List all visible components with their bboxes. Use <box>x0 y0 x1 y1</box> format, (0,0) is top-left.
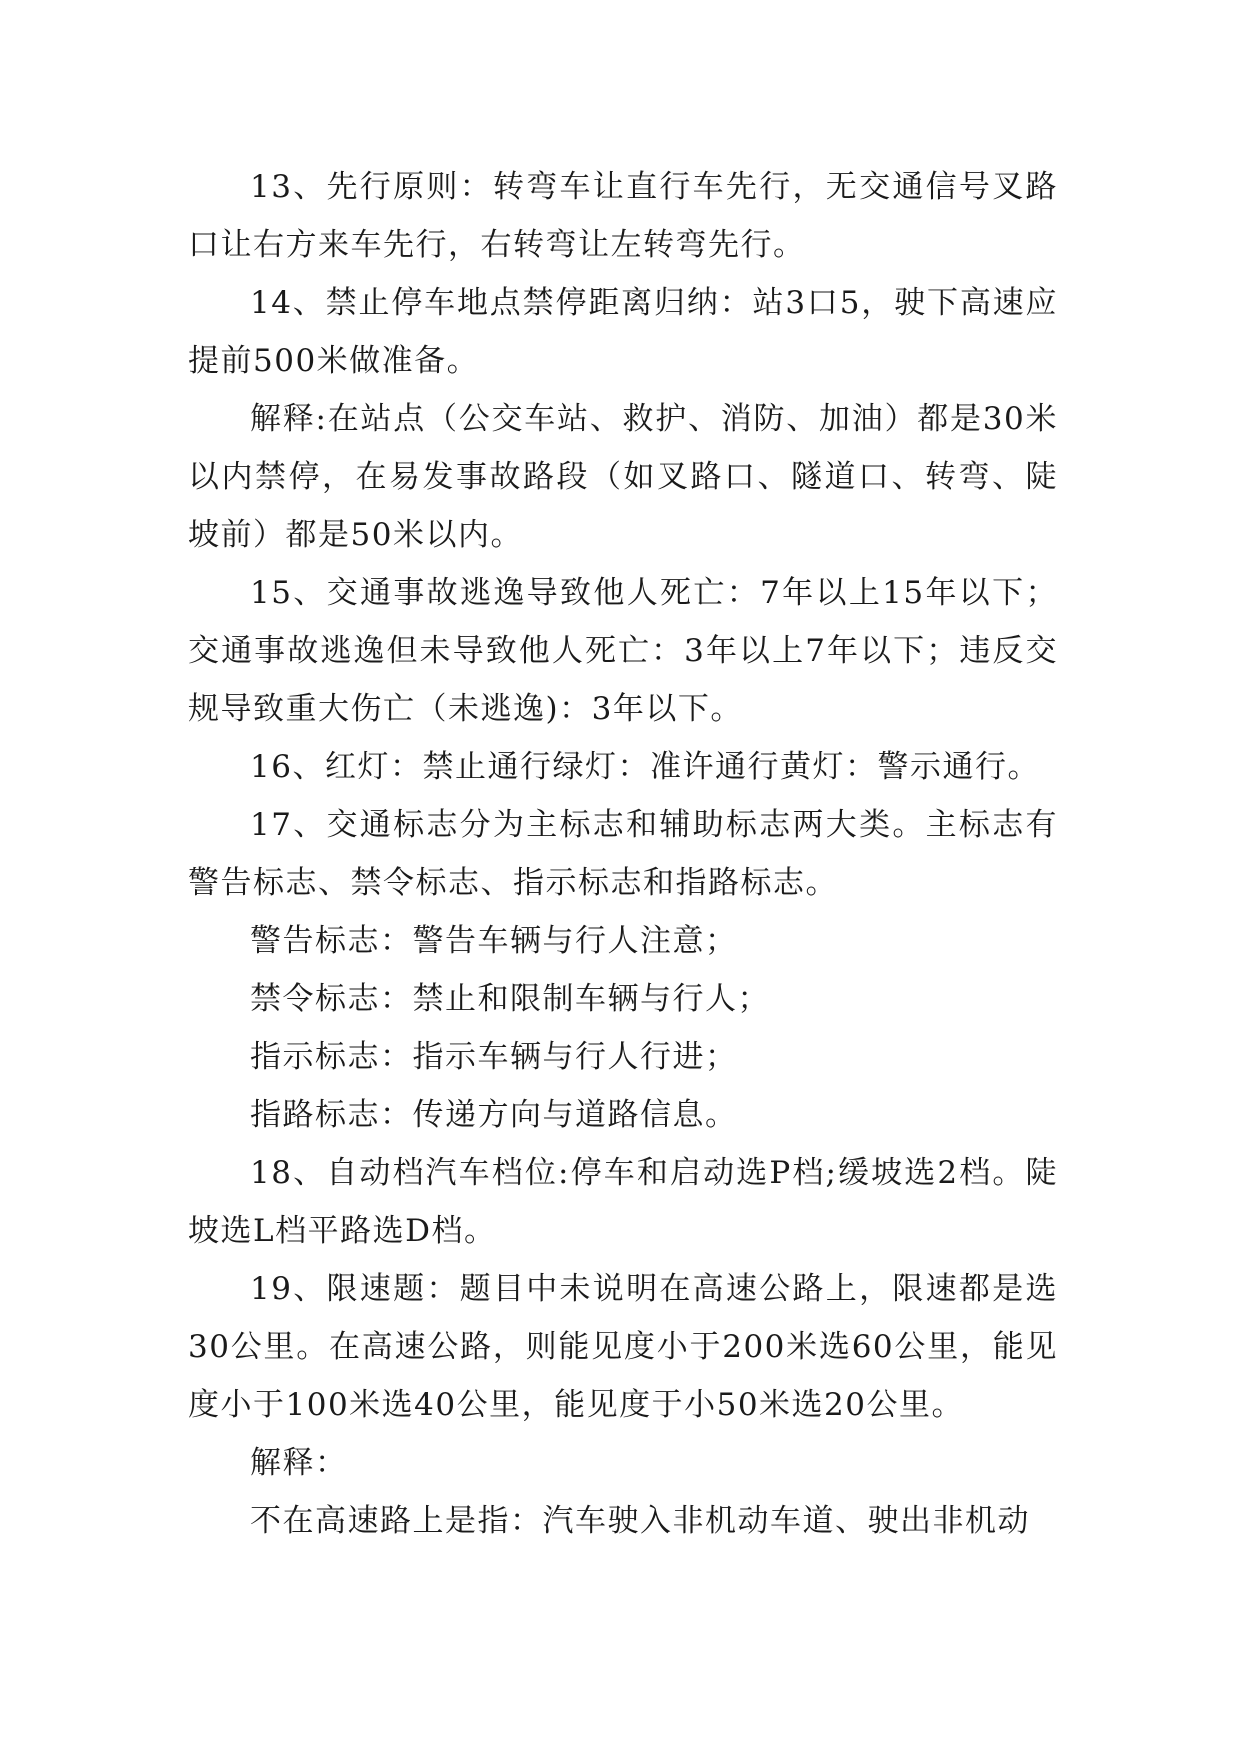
paragraph-15-hit-and-run-penalties: 15、交通事故逃逸导致他人死亡：7年以上15年以下；交通事故逃逸但未导致他人死亡：3年以上7年以下；违反交规导致重大伤亡（未逃逸)：3年以下。 <box>188 575 1058 727</box>
paragraph-14-explanation: 解释:在站点（公交车站、救护、消防、加油）都是30米以内禁停，在易发事故路段（如叉路口、隧道口、转弯、陡坡前）都是50米以内。 <box>188 401 1058 553</box>
paragraph-13-right-of-way: 13、先行原则：转弯车让直行车先行，无交通信号叉路口让右方来车先行，右转弯让左转弯先行。 <box>188 169 1058 263</box>
paragraph-17-warning-signs: 警告标志：警告车辆与行人注意； <box>250 923 738 959</box>
paragraph-16-traffic-lights: 16、红灯：禁止通行绿灯：准许通行黄灯：警示通行。 <box>250 749 1040 785</box>
document-body <box>188 158 1058 1550</box>
paragraph-14-no-parking-distance: 14、禁止停车地点禁停距离归纳：站3口5，驶下高速应提前500米做准备。 <box>188 285 1058 379</box>
paragraph-19-speed-limits: 19、限速题：题目中未说明在高速公路上，限速都是选30公里。在高速公路，则能见度小于200米选60公里，能见度小于100米选40公里，能见度于小50米选20公里。 <box>188 1271 1058 1423</box>
paragraph-17-indication-signs: 指示标志：指示车辆与行人行进； <box>250 1039 738 1075</box>
paragraph-17-guide-signs: 指路标志：传递方向与道路信息。 <box>250 1097 738 1133</box>
paragraph-19-explanation: 不在高速路上是指：汽车驶入非机动车道、驶出非机动 <box>250 1503 1030 1539</box>
paragraph-18-automatic-gears: 18、自动档汽车档位:停车和启动选P档;缓坡选2档。陡坡选L档平路选D档。 <box>188 1155 1058 1249</box>
paragraph-17-prohibition-signs: 禁令标志：禁止和限制车辆与行人； <box>250 981 770 1017</box>
paragraph-17-traffic-signs: 17、交通标志分为主标志和辅助标志两大类。主标志有警告标志、禁令标志、指示标志和指路标志。 <box>188 807 1058 901</box>
paragraph-19-explanation-label: 解释： <box>250 1445 348 1481</box>
